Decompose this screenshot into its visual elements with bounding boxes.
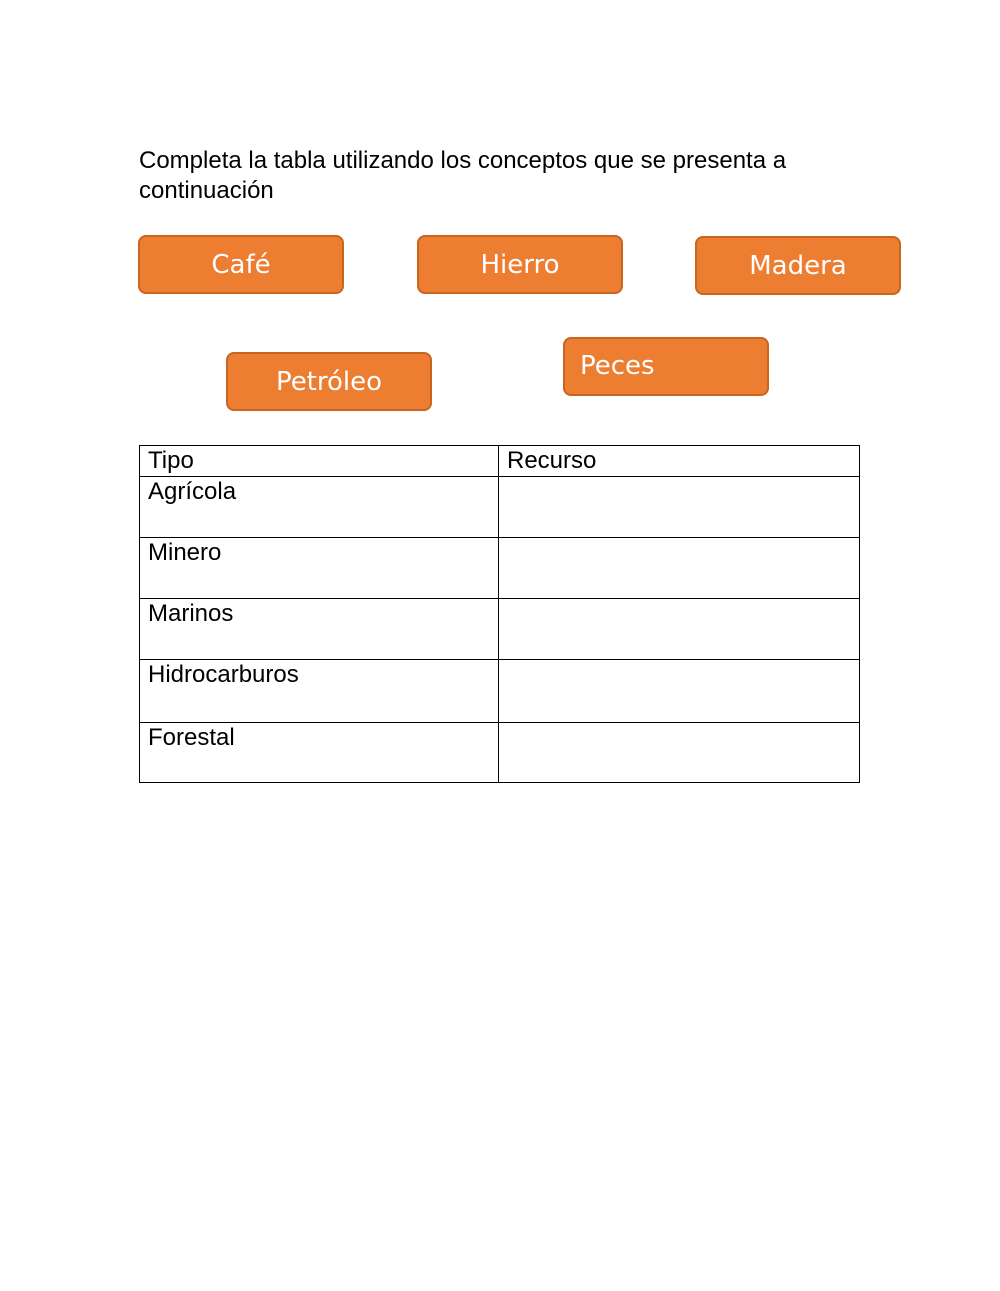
tipo-cell: Minero [140, 538, 499, 599]
table-row [140, 538, 860, 599]
chip-petroleo[interactable] [226, 352, 432, 411]
chip-cafe[interactable] [138, 235, 344, 294]
chip-label: Peces [580, 351, 655, 381]
chip-label: Hierro [480, 249, 560, 280]
recurso-drop-zone[interactable] [499, 538, 860, 599]
chip-peces[interactable] [563, 337, 769, 396]
tipo-cell: Forestal [140, 723, 499, 783]
recurso-drop-zone[interactable] [499, 723, 860, 783]
table-row [140, 660, 860, 723]
recurso-drop-zone[interactable] [499, 660, 860, 723]
header-tipo: Tipo [140, 446, 499, 477]
table-row [140, 723, 860, 783]
chip-label: Petróleo [275, 366, 383, 397]
tipo-cell: Hidrocarburos [140, 660, 499, 723]
header-recurso: Recurso [499, 446, 860, 477]
table-header-row [140, 446, 860, 477]
tipo-cell: Agrícola [140, 477, 499, 538]
recurso-drop-zone[interactable] [499, 599, 860, 660]
chip-madera[interactable] [695, 236, 901, 295]
table-row [140, 477, 860, 538]
resource-table [139, 445, 860, 783]
chip-hierro[interactable] [417, 235, 623, 294]
tipo-cell: Marinos [140, 599, 499, 660]
table-row [140, 599, 860, 660]
instruction-text: Completa la tabla utilizando los conceptos que se presenta a continuación [139, 147, 787, 204]
chip-label: Café [211, 249, 271, 280]
chip-label: Madera [749, 250, 847, 281]
recurso-drop-zone[interactable] [499, 477, 860, 538]
